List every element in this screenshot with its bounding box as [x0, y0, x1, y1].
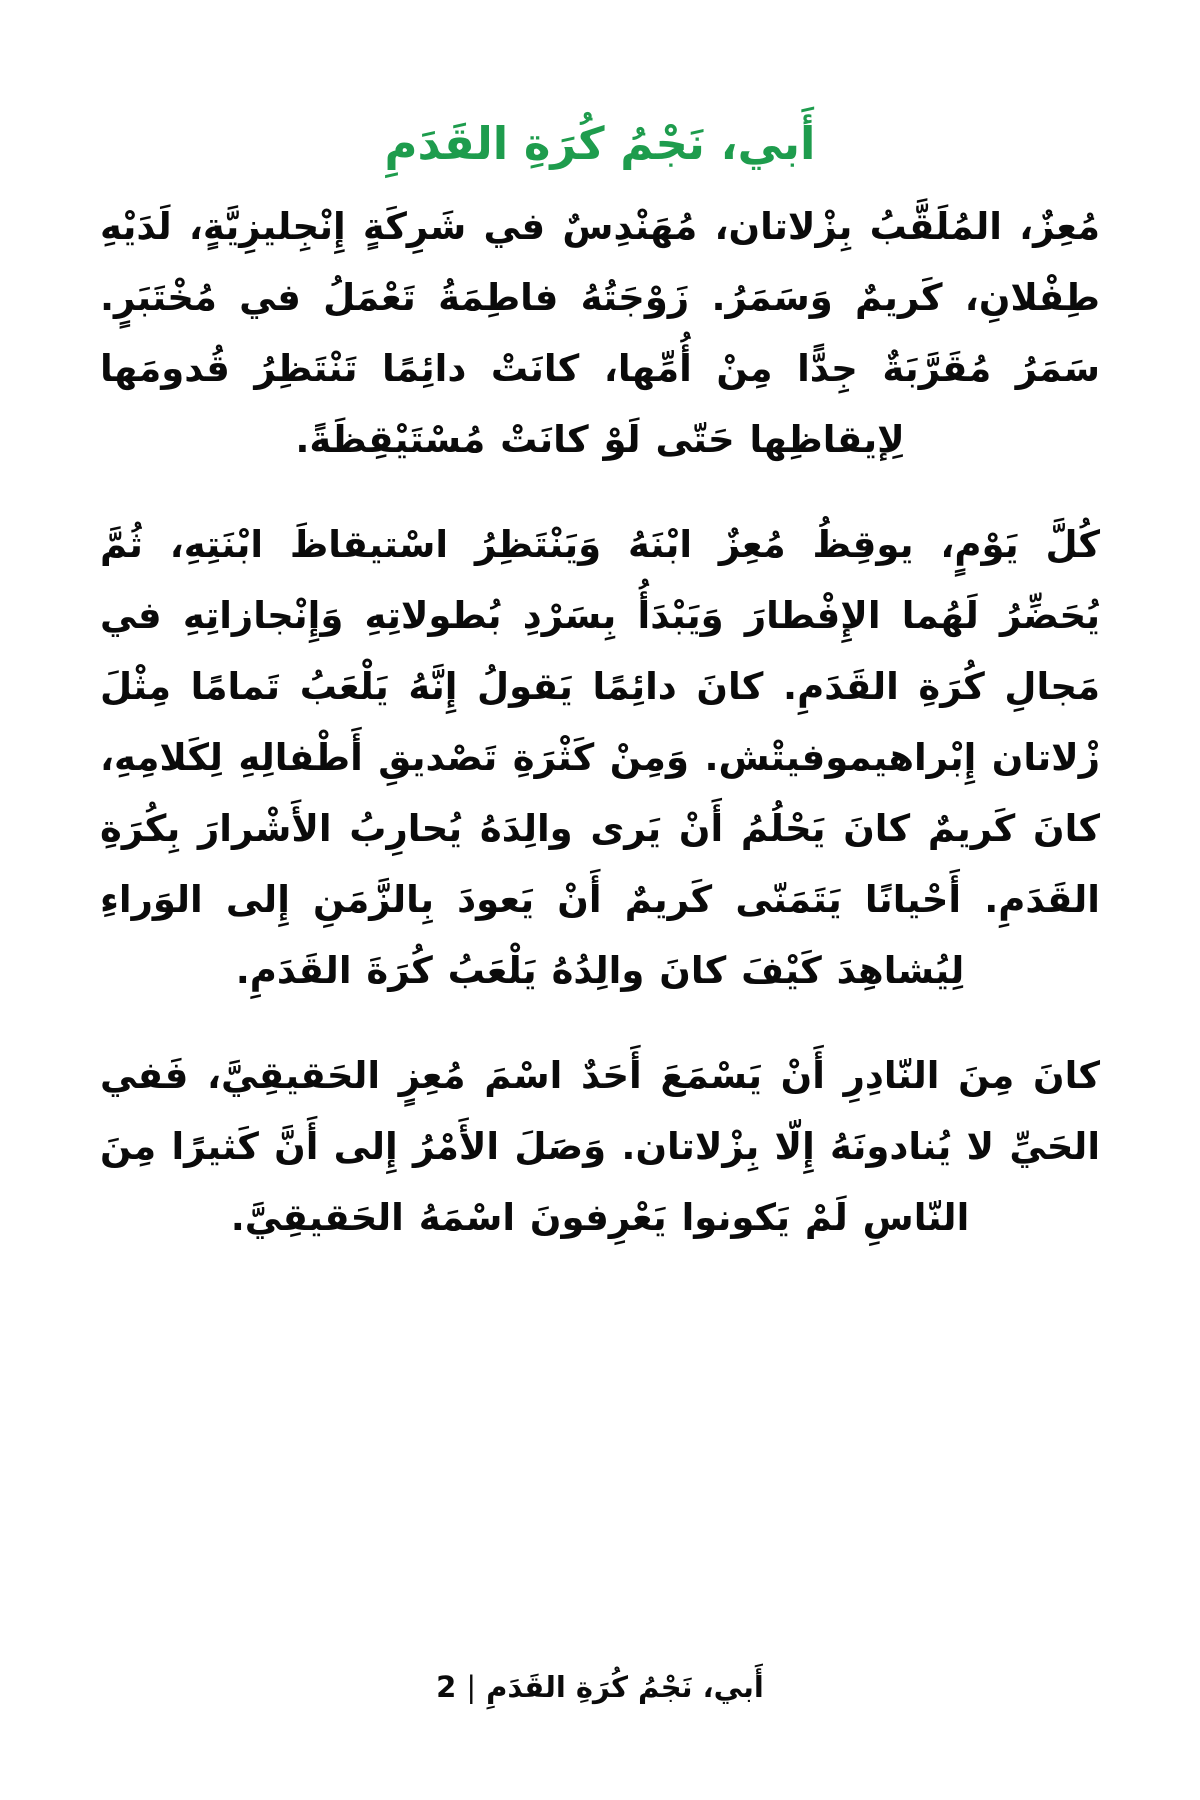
story-paragraph-3: كانَ مِنَ النّادِرِ أَنْ يَسْمَعَ أَحَدٌ اسْمَ مُعِزٍ الحَقيقِيَّ، فَفي الحَيِّ لا يُنادونَهُ إِلّا بِزْلاتان. وَصَلَ الأَمْرُ إِلى أَنَّ كَثيرًا مِنَ النّاسِ لَمْ يَكونوا يَعْرِفونَ اسْمَهُ الحَقيقِيَّ. [100, 1054, 1100, 1240]
footer-book-title: أَبي، نَجْمُ كُرَةِ القَدَمِ [486, 1670, 764, 1704]
page-content [100, 112, 1100, 1287]
footer-page-number: 2 [436, 1670, 457, 1704]
footer-separator: | [466, 1670, 477, 1704]
story-paragraph-1: مُعِزٌ، المُلَقَّبُ بِزْلاتان، مُهَنْدِسٌ في شَرِكَةٍ إِنْجِليزِيَّةٍ، لَدَيْهِ طِفْلانِ، كَريمٌ وَسَمَرُ. زَوْجَتُهُ فاطِمَةُ تَعْمَلُ في مُخْتَبَرٍ. سَمَرُ مُقَرَّبَةٌ جِدًّا مِنْ أُمِّها، كانَتْ دائِمًا تَنْتَظِرُ قُدومَها لِإيقاظِها حَتّى لَوْ كانَتْ مُسْتَيْقِظَةً. [100, 205, 1100, 462]
page-footer [0, 1670, 1200, 1704]
story-paragraph-2: كُلَّ يَوْمٍ، يوقِظُ مُعِزٌ ابْنَهُ وَيَنْتَظِرُ اسْتيقاظَ ابْنَتِهِ، ثُمَّ يُحَضِّرُ لَهُما الإِفْطارَ وَيَبْدَأُ بِسَرْدِ بُطولاتِهِ وَإِنْجازاتِهِ في مَجالِ كُرَةِ القَدَمِ. كانَ دائِمًا يَقولُ إِنَّهُ يَلْعَبُ تَمامًا مِثْلَ زْلاتان إِبْراهيموفيتْش. وَمِنْ كَثْرَةِ تَصْديقِ أَطْفالِهِ لِكَلامِهِ، كانَ كَريمٌ كانَ يَحْلُمُ أَنْ يَرى والِدَهُ يُحارِبُ الأَشْرارَ بِكُرَةِ القَدَمِ. أَحْيانًا يَتَمَنّى كَريمٌ أَنْ يَعودَ بِالزَّمَنِ إِلى الوَراءِ لِيُشاهِدَ كَيْفَ كانَ والِدُهُ يَلْعَبُ كُرَةَ القَدَمِ. [100, 523, 1100, 993]
page-title: أَبي، نَجْمُ كُرَةِ القَدَمِ [384, 117, 816, 170]
